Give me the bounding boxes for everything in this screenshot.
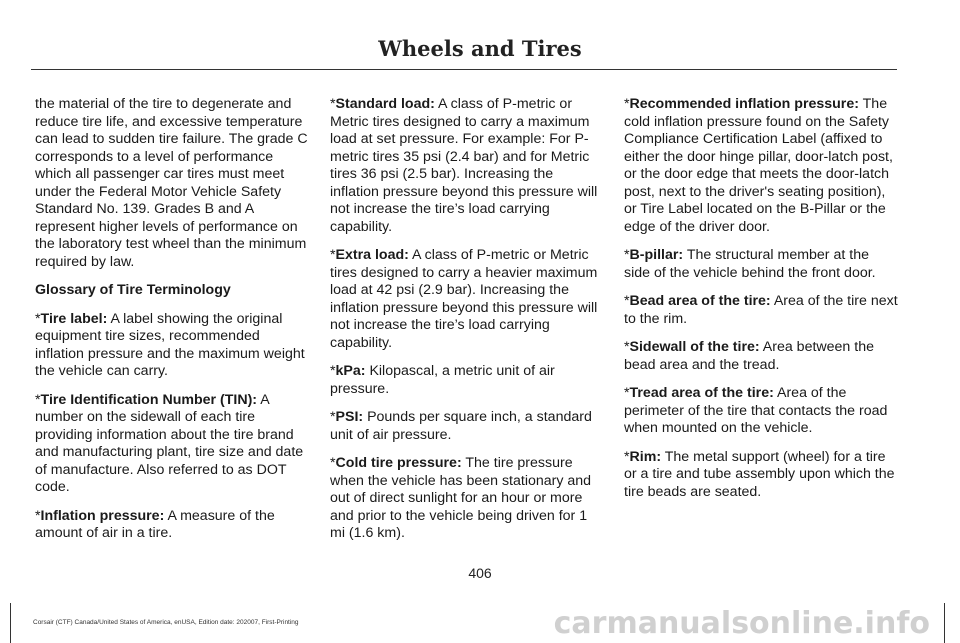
column-1	[35, 96, 309, 554]
column-3	[624, 96, 898, 512]
glossary-entry	[624, 339, 898, 374]
crop-mark-right	[944, 603, 945, 643]
glossary-definition: A label showing the original equipment tire sizes, recommended inflation pressure and the maximum weight the vehicle can carry.	[35, 310, 305, 379]
glossary-entry	[330, 96, 604, 236]
glossary-term: PSI:	[335, 409, 364, 425]
glossary-entry	[624, 96, 898, 236]
glossary-term: Rim:	[629, 448, 662, 465]
glossary-definition: The metal support (wheel) for a tire or a tire and tube assembly upon which the tire beads are seated.	[624, 448, 895, 500]
glossary-definition: A class of P-metric or Metric tires designed to carry a heavier maximum load at 42 psi (2.9 bar). Increasing the inflation pressure beyond this pressure will not increase the tire’s load carrying capability.	[330, 247, 598, 351]
glossary-term: kPa:	[335, 363, 366, 379]
glossary-entry	[35, 311, 309, 381]
asterisk: *	[624, 385, 630, 401]
glossary-entry	[35, 508, 309, 543]
asterisk: *	[330, 96, 336, 112]
glossary-definition: Area of the perimeter of the tire that contacts the road when mounted on the vehicle.	[624, 385, 888, 436]
footer-edition: Corsair (CTF) Canada/United States of America, enUSA, Edition date: 202007, First-Printing	[33, 619, 299, 626]
watermark: carmanualsonline.info	[553, 606, 930, 641]
glossary-entry	[35, 392, 309, 497]
glossary-definition: A number on the sidewall of each tire providing information about the tire brand and manufacturing plant, tire size and date of manufacture. Also referred to as DOT code.	[35, 391, 304, 495]
glossary-definition: A class of P-metric or Metric tires designed to carry a maximum load at set pressure. For example: For P-metric tires 35 psi (2.4 bar) and for Metric tires 36 psi (2.5 bar). Increasing the inflation pressure beyond this pressure will not increase the tire’s load carrying capability.	[330, 96, 598, 235]
glossary-entry	[624, 293, 898, 328]
glossary-term: Recommended inflation pressure:	[629, 96, 859, 112]
asterisk: *	[624, 96, 630, 112]
glossary-entry	[330, 363, 604, 398]
glossary-term: Sidewall of the tire:	[629, 339, 760, 355]
asterisk: *	[624, 293, 630, 309]
glossary-definition: The cold inflation pressure found on the Safety Compliance Certification Label (affixed to either the door hinge pillar, door-latch post, or the door edge that meets the door-latch post, next to the driver's seating position), or Tire Label located on the B-Pillar or the edge of the driver door.	[624, 96, 893, 235]
glossary-term: Tread area of the tire:	[629, 385, 774, 401]
header-divider	[31, 69, 897, 70]
glossary-term: Bead area of the tire:	[629, 293, 771, 309]
glossary-entry	[330, 409, 604, 444]
glossary-heading: Glossary of Tire Terminology	[35, 282, 231, 298]
asterisk: *	[624, 339, 630, 355]
column-2	[330, 96, 604, 554]
asterisk: *	[330, 455, 336, 471]
glossary-entry	[330, 455, 604, 543]
glossary-definition: The tire pressure when the vehicle has been stationary and out of direct sunlight for an hour or more and prior to the vehicle being driven for 1 mi (1.6 km).	[330, 455, 592, 541]
asterisk: *	[330, 247, 336, 263]
glossary-definition: Pounds per square inch, a standard unit of air pressure.	[330, 409, 592, 443]
asterisk: *	[330, 409, 336, 425]
glossary-term: Inflation pressure:	[40, 507, 165, 524]
glossary-term: Standard load:	[335, 96, 435, 112]
glossary-term: Tire label:	[40, 310, 108, 327]
page-title: Wheels and Tires	[378, 36, 582, 61]
page-number: 406	[468, 565, 492, 581]
asterisk: *	[35, 310, 41, 327]
asterisk: *	[624, 247, 630, 263]
asterisk: *	[624, 448, 630, 465]
glossary-entry	[624, 247, 898, 282]
glossary-entry	[624, 385, 898, 438]
crop-mark-left	[10, 603, 11, 643]
glossary-term: Cold tire pressure:	[335, 455, 462, 471]
asterisk: *	[35, 391, 41, 408]
glossary-term: Extra load:	[335, 247, 409, 263]
glossary-definition: Kilopascal, a metric unit of air pressure.	[330, 363, 555, 397]
glossary-entry	[624, 449, 898, 502]
glossary-entry	[330, 247, 604, 352]
intro-paragraph: the material of the tire to degenerate and reduce tire life, and excessive temperature can lead to sudden tire failure. The grade C corresponds to a level of performance which all passenger car tires must meet under the Federal Motor Vehicle Safety Standard No. 139. Grades B and A represent higher levels of performance on the laboratory test wheel than the minimum required by law.	[35, 96, 308, 270]
glossary-definition: Area between the bead area and the tread.	[624, 339, 874, 373]
glossary-definition: Area of the tire next to the rim.	[624, 293, 898, 327]
glossary-term: Tire Identification Number (TIN):	[40, 391, 258, 408]
asterisk: *	[330, 363, 336, 379]
glossary-definition: The structural member at the side of the vehicle behind the front door.	[624, 247, 876, 281]
glossary-definition: A measure of the amount of air in a tire.	[35, 507, 275, 541]
asterisk: *	[35, 507, 41, 524]
glossary-term: B-pillar:	[629, 247, 684, 263]
